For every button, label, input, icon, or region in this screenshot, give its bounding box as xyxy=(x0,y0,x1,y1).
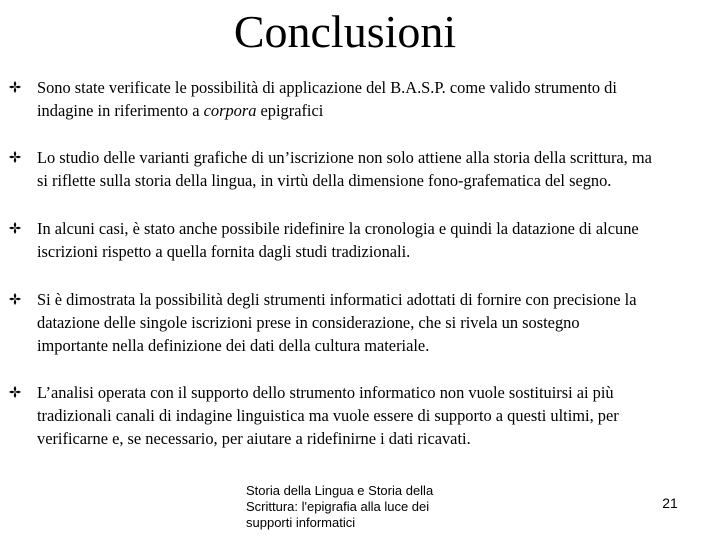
bullet-line: verificarne e, se necessario, per aiutare a ridefinirne i dati ricavati. xyxy=(37,429,471,448)
slide-title: Conclusioni xyxy=(233,6,457,57)
bullet-line: Lo studio delle varianti grafiche di un’iscrizione non solo attiene alla storia della scrittura, ma xyxy=(37,148,652,167)
diamond-four-petal-icon xyxy=(8,292,22,306)
bullet-item-3 xyxy=(8,217,713,263)
footer-line: Scrittura: l'epigrafia alla luce dei xyxy=(246,499,430,514)
footer-line: supporti informatici xyxy=(246,515,356,530)
bullet-item-5 xyxy=(8,381,713,450)
bullet-line: L’analisi operata con il supporto dello strumento informatico non vuole sostituirsi ai più xyxy=(37,383,614,402)
bullet-item-4 xyxy=(8,288,713,357)
diamond-four-petal-icon xyxy=(8,80,22,94)
slide-footer xyxy=(246,483,466,531)
bullet-line: Sono state verificate le possibilità di applicazione del B.A.S.P. come valido strumento di xyxy=(37,78,617,97)
page-number: 21 xyxy=(662,495,678,511)
bullet-line xyxy=(37,99,713,122)
footer-line: Storia della Lingua e Storia della xyxy=(246,483,434,498)
text-run: epigrafici xyxy=(256,101,324,120)
diamond-four-petal-icon xyxy=(8,385,22,399)
bullet-line: importante nella definizione dei dati della cultura materiale. xyxy=(37,336,430,355)
bullet-line: iscrizioni rispetto a quella fornita dagli studi tradizionali. xyxy=(37,242,411,261)
diamond-four-petal-icon xyxy=(8,221,22,235)
bullet-item-1 xyxy=(8,76,713,122)
bullet-line: datazione delle singole iscrizioni prese in considerazione, che si rivela un sostegno xyxy=(37,313,580,332)
bullet-line: Si è dimostrata la possibilità degli strumenti informatici adottati di fornire con precisione la xyxy=(37,290,637,309)
diamond-four-petal-icon xyxy=(8,150,22,164)
bullet-item-2 xyxy=(8,146,713,192)
italic-term: corpora xyxy=(203,101,257,120)
bullet-line: In alcuni casi, è stato anche possibile ridefinire la cronologia e quindi la datazione di alcune xyxy=(37,219,639,238)
bullet-line: si riflette sulla storia della lingua, in virtù della dimensione fono-grafematica del segno. xyxy=(37,171,612,190)
text-run: indagine in riferimento a xyxy=(37,101,204,120)
bullet-list xyxy=(8,76,713,450)
bullet-line: tradizionali canali di indagine linguistica ma vuole essere di supporto a questi ultimi, per xyxy=(37,406,619,425)
